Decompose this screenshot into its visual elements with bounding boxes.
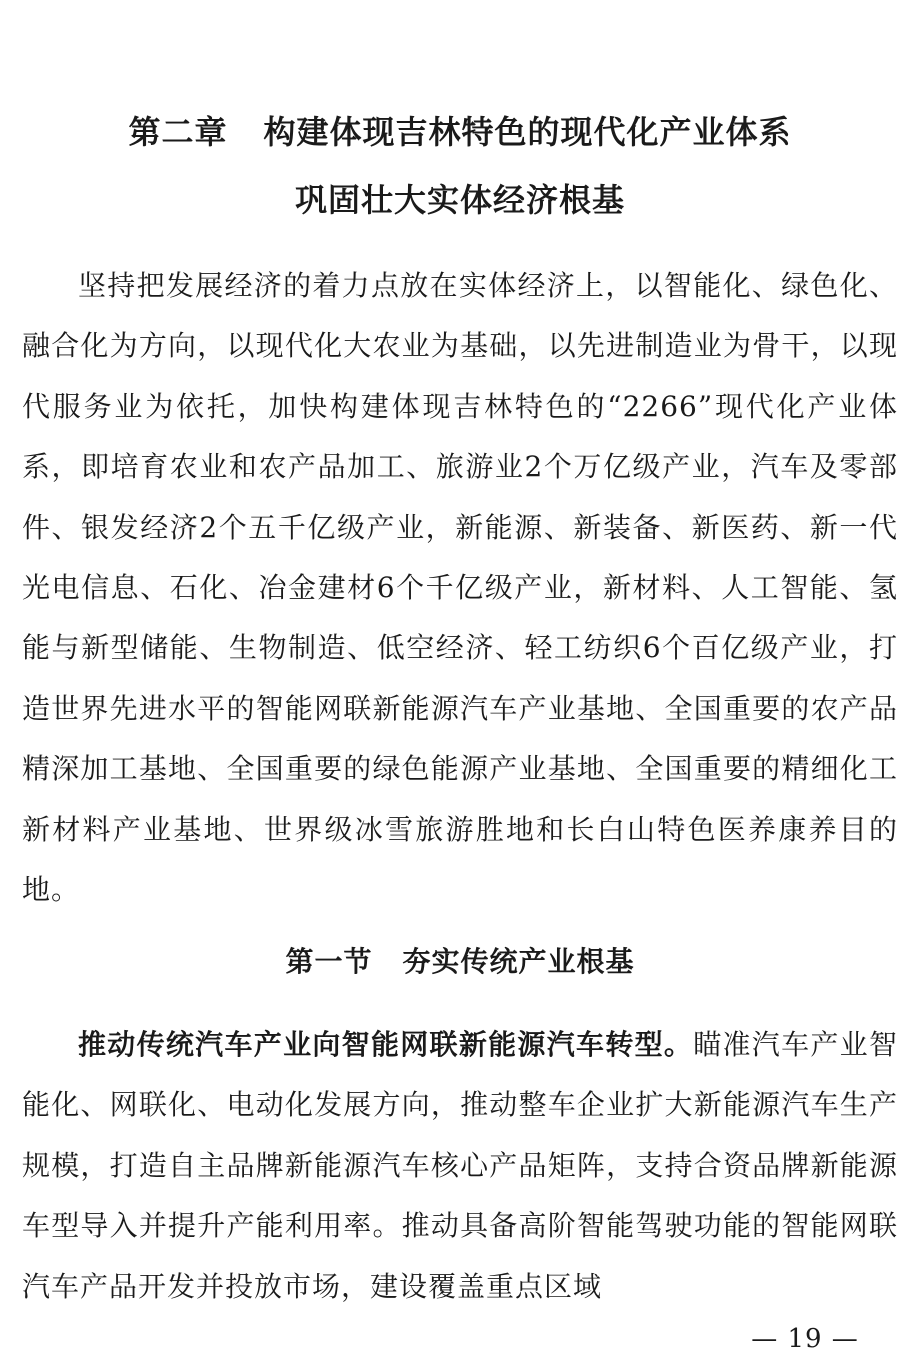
section-number: 第一节 — [285, 945, 373, 978]
chapter-title-line2: 巩固壮大实体经济根基 — [294, 181, 625, 219]
section-paragraph-body: 瞄准汽车产业智能化、网联化、电动化发展方向，推动整车企业扩大新能源汽车生产规模，打造自主品牌新能源汽车核心产品矩阵，支持合资品牌新能源车型导入并提升产能利用率。推动具备高阶智能驾驶功能的智能网联汽车产品开发并投放市场，建设覆盖重点区域 — [22, 1028, 898, 1303]
chapter-title-line1 — [0, 112, 920, 152]
chapter-title-text: 构建体现吉林特色的现代化产业体系 — [263, 113, 792, 151]
page-number: — 19 — — [751, 1324, 859, 1354]
section-paragraph-lead: 推动传统汽车产业向智能网联新能源汽车转型。 — [78, 1028, 694, 1061]
section-title-text: 夯实传统产业根基 — [402, 945, 635, 978]
intro-paragraph: 坚持把发展经济的着力点放在实体经济上，以智能化、绿色化、融合化为方向，以现代化大农业为基础，以先进制造业为骨干，以现代服务业为依托，加快构建体现吉林特色的“2266”现代化产业体系，即培育农业和农产品加工、旅游业2个万亿级产业，汽车及零部件、银发经济2个五千亿级产业，新能源、新装备、新医药、新一代光电信息、石化、冶金建材6个千亿级产业，新材料、人工智能、氢能与新型储能、生物制造、低空经济、轻工纺织6个百亿级产业，打造世界先进水平的智能网联新能源汽车产业基地、全国重要的农产品精深加工基地、全国重要的绿色能源产业基地、全国重要的精细化工新材料产业基地、世界级冰雪旅游胜地和长白山特色医养康养目的地。 — [22, 269, 898, 907]
section-title — [0, 942, 920, 982]
section-paragraph — [22, 1015, 898, 1317]
chapter-number: 第二章 — [128, 113, 228, 151]
